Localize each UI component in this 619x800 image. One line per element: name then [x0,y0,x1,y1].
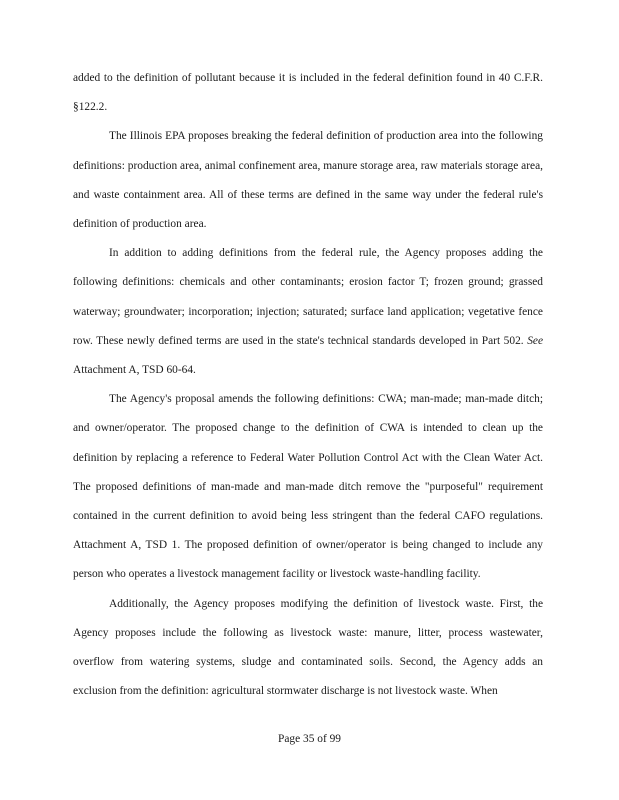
paragraph [73,239,543,385]
paragraph: Additionally, the Agency proposes modifying the definition of livestock waste. First, the Agency proposes include the following as livestock waste: manure, litter, process wastewater, overflow from watering systems, sludge and contaminated soils. Second, the Agency adds an exclusion from the definition: agricultural stormwater discharge is not livestock waste. When [73,597,543,698]
body-text [73,64,543,706]
paragraph: added to the definition of pollutant because it is included in the federal definition found in 40 C.F.R. §122.2. [73,72,543,114]
paragraph: The Agency's proposal amends the following definitions: CWA; man-made; man-made ditch; and owner/operator. The proposed change to the definition of CWA is intended to clean up the definition by replacing a reference to Federal Water Pollution Control Act with the Clean Water Act. The proposed definitions of man-made and man-made ditch remove the "purposeful" requirement contained in the current definition to avoid being less stringent than the federal CAFO regulations. Attachment A, TSD 1. The proposed definition of owner/operator is being changed to include any person who operates a livestock management facility or livestock waste-handling facility. [73,393,543,581]
paragraph-text: In addition to adding definitions from the federal rule, the Agency proposes adding the following definitions: chemicals and other contaminants; erosion factor T; frozen ground; grassed waterway; groundwater; incorporation; injection; saturated; surface land application; vegetative fence row. These newly defined terms are used in the state's technical standards developed in Part 502. [73,247,543,347]
paragraph-text: Attachment A, TSD 60-64. [73,364,196,377]
page-number: Page 35 of 99 [278,733,341,745]
paragraph: The Illinois EPA proposes breaking the federal definition of production area into the following definitions: production area, animal confinement area, manure storage area, raw materials storage area, and waste containment area. All of these terms are defined in the same way under the federal rule's definition of production area. [73,130,543,231]
citation-signal: See [527,334,543,347]
